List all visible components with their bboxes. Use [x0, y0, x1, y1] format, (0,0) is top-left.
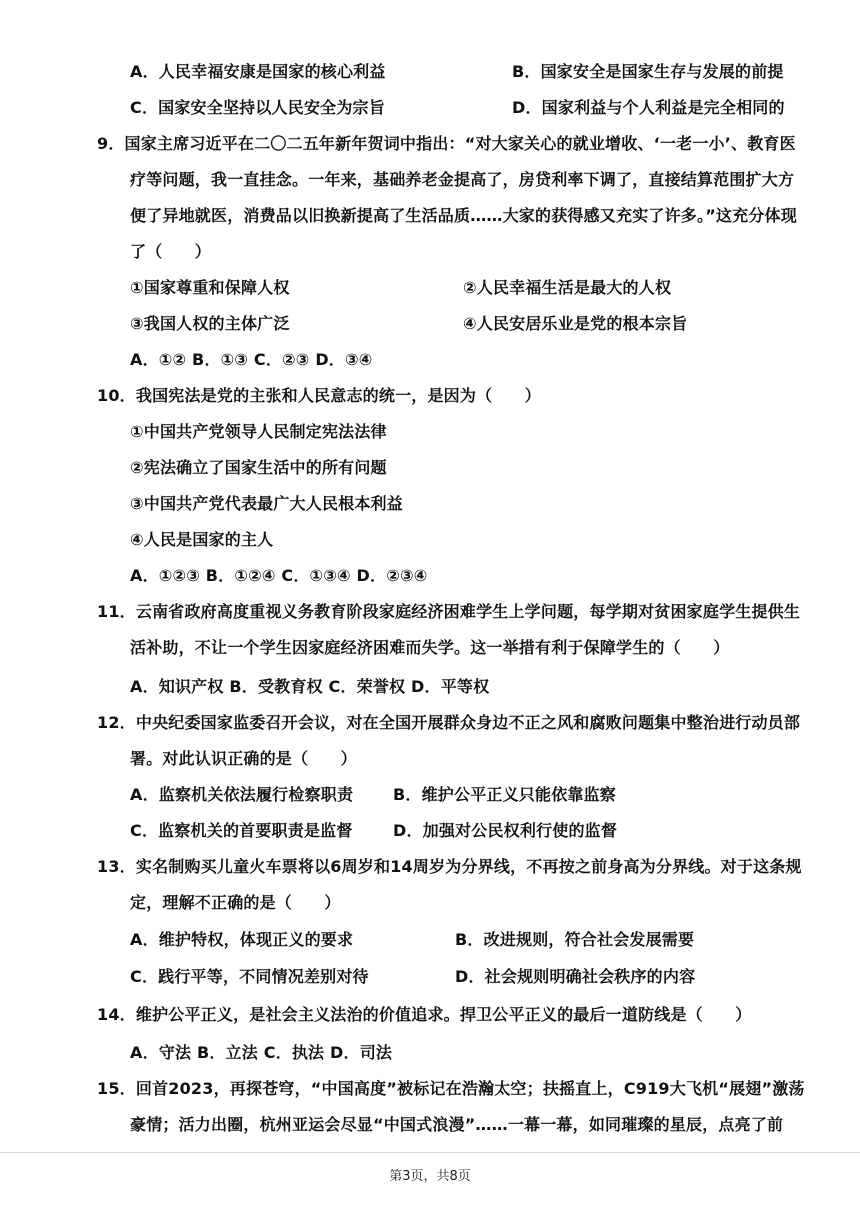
q9-stem-line2: 疗等问题，我一直挂念。一年来，基础养老金提高了，房贷利率下调了，直接结算范围扩大方 — [130, 170, 795, 189]
q12-option-d: D．加强对公民权利行使的监督 — [393, 821, 618, 840]
q13-stem-line2: 定，理解不正确的是（ ） — [130, 893, 341, 912]
q13-option-d: D．社会规则明确社会秩序的内容 — [455, 967, 696, 986]
q9-answer-choices: A．①② B．①③ C．②③ D．③④ — [130, 350, 373, 369]
q11-stem-line1: 11．云南省政府高度重视义务教育阶段家庭经济困难学生上学问题，每学期对贫困家庭学生提供生 — [97, 602, 801, 621]
q12-option-a: A．监察机关依法履行检察职责 — [130, 785, 354, 804]
q13-stem-line1: 13．实名制购买儿童火车票将以6周岁和14周岁为分界线，不再按之前身高为分界线。对于这条规 — [97, 857, 802, 876]
q10-stem: 10．我国宪法是党的主张和人民意志的统一，是因为（ ） — [97, 386, 541, 405]
q14-stem: 14．维护公平正义，是社会主义法治的价值追求。捍卫公平正义的最后一道防线是（ ） — [97, 1005, 752, 1024]
q10-statement-1: ①中国共产党领导人民制定宪法法律 — [130, 422, 387, 441]
q13-option-a: A．维护特权，体现正义的要求 — [130, 930, 354, 949]
q12-stem-line2: 署。对此认识正确的是（ ） — [130, 749, 357, 768]
q9-stem-line1: 9．国家主席习近平在二〇二五年新年贺词中指出：“对大家关心的就业增收、‘一老一小’、教育医 — [97, 134, 796, 153]
q10-answer-choices: A．①②③ B．①②④ C．①③④ D．②③④ — [130, 566, 428, 585]
q13-option-c: C．践行平等，不同情况差别对待 — [130, 967, 369, 986]
footer-divider — [0, 1152, 860, 1153]
q10-statement-3: ③中国共产党代表最广大人民根本利益 — [130, 494, 403, 513]
page-number: 第3页，共8页 — [389, 1169, 471, 1184]
q9-statement-3: ③我国人权的主体广泛 — [130, 314, 290, 333]
q10-statement-2: ②宪法确立了国家生活中的所有问题 — [130, 458, 387, 477]
q12-option-c: C．监察机关的首要职责是监督 — [130, 821, 353, 840]
q9-stem-line3: 便了异地就医，消费品以旧换新提高了生活品质……大家的获得感又充实了许多。”这充分体现 — [130, 206, 797, 225]
q11-answer-choices: A．知识产权 B．受教育权 C．荣誉权 D．平等权 — [130, 677, 490, 696]
q9-statement-4: ④人民安居乐业是党的根本宗旨 — [463, 314, 688, 333]
q15-stem-line1: 15．回首2023，再探苍穹，“中国高度”被标记在浩瀚太空；扶摇直上，C919大飞机“展翅”激荡 — [97, 1079, 805, 1098]
q8-option-a: A．人民幸福安康是国家的核心利益 — [130, 62, 386, 81]
q11-stem-line2: 活补助，不让一个学生因家庭经济困难而失学。这一举措有利于保障学生的（ ） — [130, 638, 730, 657]
q9-stem-line4: 了（ ） — [130, 242, 212, 261]
q9-statement-2: ②人民幸福生活是最大的人权 — [463, 278, 672, 297]
q15-stem-line2: 豪情；活力出圈，杭州亚运会尽显“中国式浪漫”……一幕一幕，如同璀璨的星辰，点亮了前 — [130, 1115, 784, 1134]
q9-statement-1: ①国家尊重和保障人权 — [130, 278, 290, 297]
q10-statement-4: ④人民是国家的主人 — [130, 530, 274, 549]
q8-option-b: B．国家安全是国家生存与发展的前提 — [512, 62, 784, 81]
q8-option-c: C．国家安全坚持以人民安全为宗旨 — [130, 98, 385, 117]
q13-option-b: B．改进规则，符合社会发展需要 — [455, 930, 695, 949]
q8-option-d: D．国家利益与个人利益是完全相同的 — [512, 98, 785, 117]
q14-answer-choices: A．守法 B．立法 C．执法 D．司法 — [130, 1043, 393, 1062]
q12-option-b: B．维护公平正义只能依靠监察 — [393, 785, 616, 804]
q12-stem-line1: 12．中央纪委国家监委召开会议，对在全国开展群众身边不正之风和腐败问题集中整治进行动员部 — [97, 713, 801, 732]
